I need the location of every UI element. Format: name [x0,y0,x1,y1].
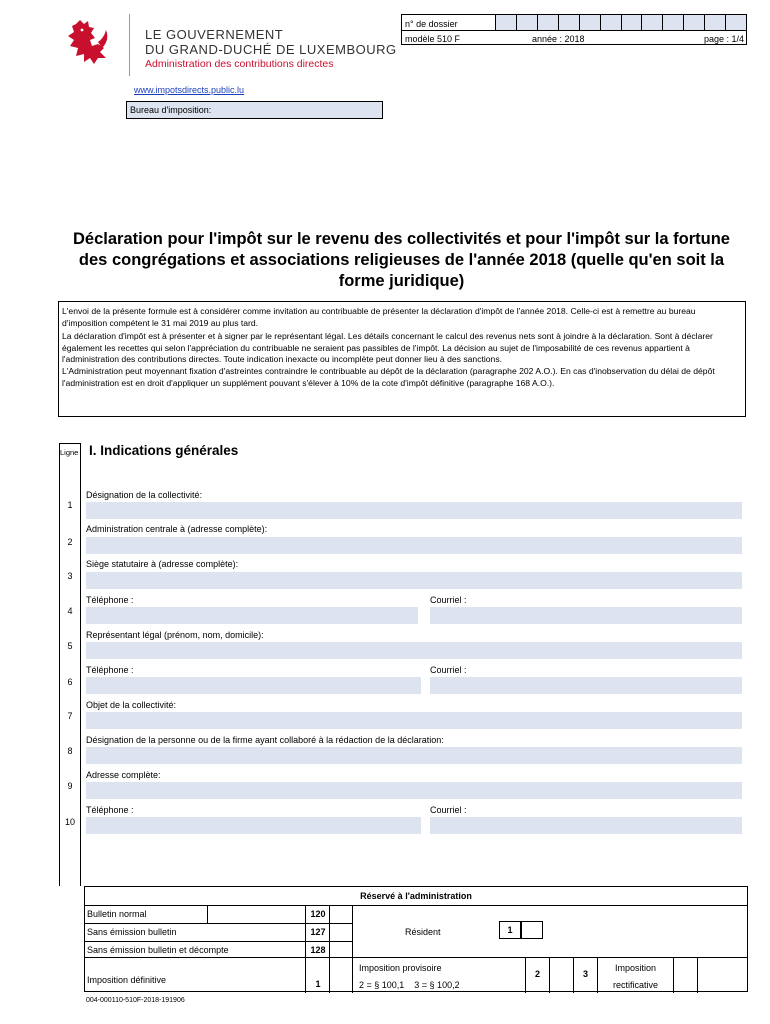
luxembourg-lion-logo [62,18,112,70]
line-7-label: Objet de la collectivité: [86,700,177,710]
line-6-number: 6 [67,677,73,687]
bureau-label: Bureau d'imposition: [130,105,212,115]
line-4-number: 4 [67,606,73,616]
sans-emission-label: Sans émission bulletin [87,927,177,937]
intro-paragraph-2: La déclaration d'impôt est à présenter et à signer par le représentant légal. Les détails concernant le calcul des revenus nets sont à joindre à la déclaration. Sont à déclarer également les recettes qui selon l'appréciation du contribuable ne seraient pas passibles de l'impôt. La décision au sujet de l'imposabilité de ces revenus appartient à l'administration des contributions directes. Toute indication inexacte ou incomplète peut donner lieu à des sanctions. [62,331,713,365]
checkbox-128[interactable] [330,942,351,956]
dossier-label: n° de dossier [405,19,458,29]
courriel-input[interactable] [430,607,742,624]
imposition-rectificative-label-1: Imposition [614,963,657,973]
line-10-phone-label: Téléphone : [86,805,134,815]
siege-statutaire-input[interactable] [86,572,742,589]
dossier-box [401,14,747,45]
line-9-label: Adresse complète: [86,770,161,780]
line-4-phone-label: Téléphone : [86,595,134,605]
line-2-number: 2 [67,537,73,547]
administration-centrale-input[interactable] [86,537,742,554]
page-title: Déclaration pour l'impôt sur le revenu des collectivités et pour l'impôt sur la fortune des congrégations et associations religieuses de l'année 2018 (quelle qu'en soit la forme juridique) [73,230,730,290]
bulletin-normal-label: Bulletin normal [87,909,147,919]
objet-collectivite-input[interactable] [86,712,742,729]
intro-paragraph-1: L'envoi de la présente formule est à considérer comme invitation au contribuable de présenter la déclaration d'impôt de l'année 2018. Celle-ci est à remettre au bureau d'imposition compétent le 31 mai 2019 au plus tard. [62,306,696,328]
admin-title: Réservé à l'administration [360,891,472,901]
representant-legal-input[interactable] [86,642,742,659]
code-120: 120 [310,909,326,919]
line-5-label: Représentant légal (prénom, nom, domicile): [86,630,264,640]
redacteur-designation-input[interactable] [86,747,742,764]
redacteur-telephone-input[interactable] [86,817,421,834]
dossier-number-cells[interactable] [496,15,746,31]
line-9-number: 9 [67,781,73,791]
collectivite-designation-input[interactable] [86,502,742,519]
section-title: I. Indications générales [89,443,239,458]
line-5-number: 5 [67,641,73,651]
header-divider [129,14,130,76]
line-7-number: 7 [67,711,73,721]
code-3: 3 [582,969,588,979]
line-3-number: 3 [67,571,73,581]
redacteur-adresse-input[interactable] [86,782,742,799]
intro-box [58,301,746,417]
resident-label: Résident [405,927,441,937]
checkbox-127[interactable] [330,924,351,940]
code-128: 128 [310,945,326,955]
code-1: 1 [507,925,513,935]
ligne-header-label: Ligne [60,448,79,457]
imposition-provisoire-label: Imposition provisoire [359,963,442,973]
admin-reserved-table [84,886,748,992]
line-4-email-label: Courriel : [430,595,467,605]
line-3-label: Siège statutaire à (adresse complète): [86,559,239,569]
bureau-field[interactable] [126,101,383,119]
provisoire-detail: 2 = § 100,1 3 = § 100,2 [359,980,460,990]
checkbox-2[interactable] [550,958,572,992]
website-link[interactable]: www.impotsdirects.public.lu [134,85,245,95]
gov-line-3: Administration des contributions directes [145,58,334,70]
checkbox-rectificative[interactable] [674,958,696,992]
imposition-rectificative-label-2: rectificative [612,980,658,990]
annee-label: année : 2018 [532,34,585,44]
code-127: 127 [310,927,326,937]
sans-emission-decompte-label: Sans émission bulletin et décompte [87,945,229,955]
representant-telephone-input[interactable] [86,677,421,694]
code-def-1: 1 [315,979,321,989]
intro-paragraph-3: L'Administration peut moyennant fixation d'astreintes contraindre le contribuable au dépôt de la déclaration (paragraphe 202 A.O.). En cas d'inobservation du délai de dépôt l'administration est en droit d'appliquer un supplément pouvant s'élever à 10% de la cote d'impôt définitive (paragraphe 168 A.O.). [62,365,715,388]
gov-line-2: DU GRAND-DUCHÉ DE LUXEMBOURG [145,42,397,57]
footer-code: 004-000110-510F-2018-191906 [86,997,185,1004]
line-2-label: Administration centrale à (adresse complète): [86,524,268,534]
checkbox-resident[interactable] [521,921,543,939]
line-10-number: 10 [64,817,75,827]
representant-courriel-input[interactable] [430,677,742,694]
line-6-phone-label: Téléphone : [86,665,134,675]
checkbox-def-1[interactable] [330,959,351,992]
line-6-email-label: Courriel : [430,665,467,675]
code-2: 2 [534,969,540,979]
line-10-email-label: Courriel : [430,805,467,815]
modele-label: modèle 510 F [405,34,461,44]
page-label: page : 1/4 [704,34,745,44]
line-1-label: Désignation de la collectivité: [86,490,203,500]
checkbox-120[interactable] [330,906,351,922]
redacteur-courriel-input[interactable] [430,817,742,834]
imposition-definitive-label: Imposition définitive [87,975,167,985]
telephone-input[interactable] [86,607,418,624]
line-8-label: Désignation de la personne ou de la firme ayant collaboré à la rédaction de la déclaration: [86,735,444,745]
line-8-number: 8 [67,746,73,756]
gov-line-1: LE GOUVERNEMENT [145,27,284,42]
line-1-number: 1 [67,500,73,510]
